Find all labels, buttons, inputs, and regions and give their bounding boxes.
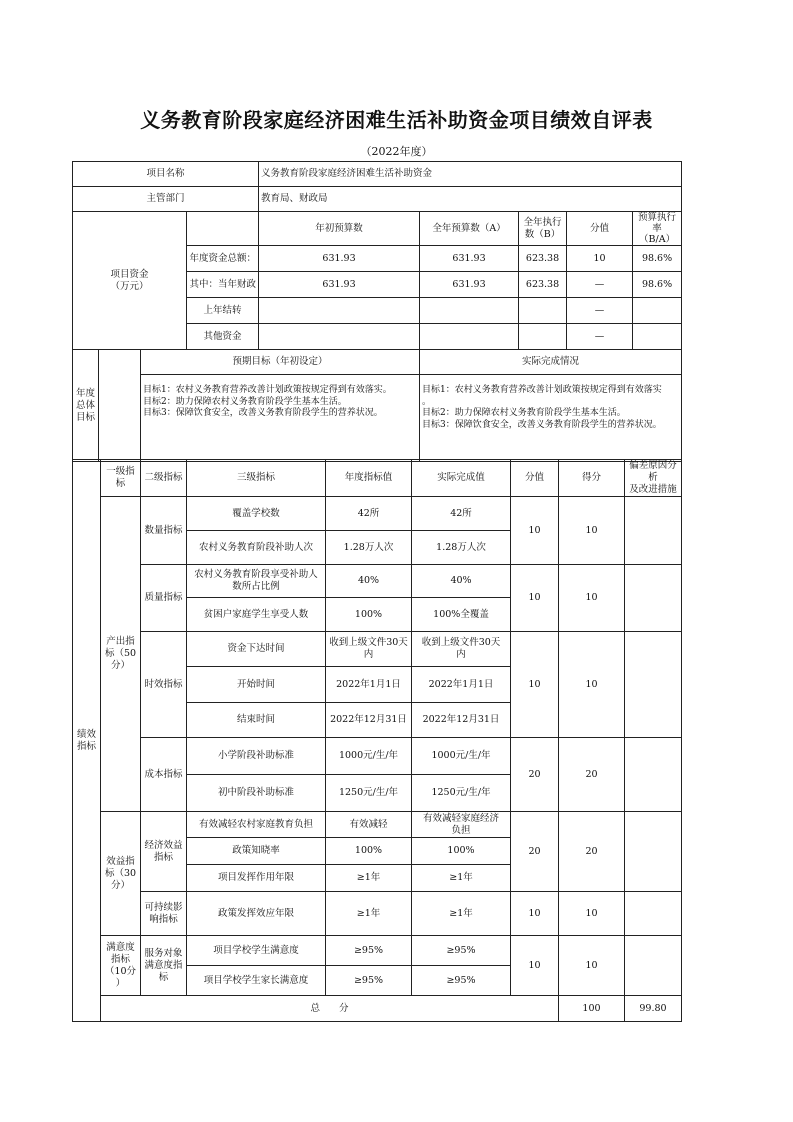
deviation-cell (625, 812, 682, 892)
perf-header: 年度指标值 (326, 460, 412, 497)
funds-header-blank (187, 212, 259, 246)
deviation-cell (625, 497, 682, 565)
indicator-target: 40% (326, 565, 412, 598)
indicator-name: 资金下达时间 (187, 632, 326, 667)
funds-cell (259, 298, 420, 324)
indicator-score: 20 (559, 812, 625, 892)
indicator-actual: 2022年1月1日 (412, 667, 511, 703)
indicator-target: ≥1年 (326, 865, 412, 892)
indicator-score: 10 (559, 892, 625, 936)
indicator-actual: 40% (412, 565, 511, 598)
indicator-actual: 100% (412, 838, 511, 865)
funds-cell (420, 298, 519, 324)
total-score: 99.80 (625, 996, 682, 1022)
project-name-value: 义务教育阶段家庭经济困难生活补助资金 (259, 162, 682, 187)
indicator-score-max: 10 (511, 497, 559, 565)
indicator-target: ≥95% (326, 966, 412, 996)
quality-label: 质量指标 (141, 565, 187, 632)
funds-cell (633, 324, 682, 350)
funds-row-label: 上年结转 (187, 298, 259, 324)
funds-cell: 623.38 (519, 246, 567, 272)
quantity-label: 数量指标 (141, 497, 187, 565)
indicator-target: 2022年1月1日 (326, 667, 412, 703)
performance-label: 绩效 指标 (73, 460, 101, 1022)
funds-cell (633, 298, 682, 324)
perf-header: 分值 (511, 460, 559, 497)
dept-label: 主管部门 (73, 187, 259, 212)
indicator-name: 初中阶段补助标准 (187, 775, 326, 812)
funds-cell: 98.6% (633, 246, 682, 272)
indicator-target: 100% (326, 598, 412, 632)
indicator-name: 有效减轻农村家庭教育负担 (187, 812, 326, 838)
benefit-label: 效益指 标（30 分） (101, 812, 141, 936)
funds-cell: 631.93 (259, 246, 420, 272)
funds-cell (519, 298, 567, 324)
indicator-actual: ≥1年 (412, 865, 511, 892)
indicator-target: 2022年12月31日 (326, 703, 412, 738)
indicator-score: 20 (559, 738, 625, 812)
indicator-target: ≥95% (326, 936, 412, 966)
page-title: 义务教育阶段家庭经济困难生活补助资金项目绩效自评表 (140, 108, 653, 132)
indicator-score: 10 (559, 565, 625, 632)
indicator-name: 项目发挥作用年限 (187, 865, 326, 892)
funds-cell: 10 (567, 246, 633, 272)
indicator-name: 覆盖学校数 (187, 497, 326, 531)
indicator-score-max: 10 (511, 892, 559, 936)
deviation-cell (625, 565, 682, 632)
total-label: 总 分 (101, 996, 559, 1022)
indicator-actual: ≥95% (412, 966, 511, 996)
funds-cell: 631.93 (259, 272, 420, 298)
funds-header: 全年执行数（B） (519, 212, 567, 246)
satisfaction-label: 满意度 指标 （10分 ） (101, 936, 141, 996)
indicator-actual: 1250元/生/年 (412, 775, 511, 812)
indicator-score-max: 20 (511, 738, 559, 812)
indicator-actual: 2022年12月31日 (412, 703, 511, 738)
indicator-name: 小学阶段补助标准 (187, 738, 326, 775)
output-label: 产出指 标（50 分） (101, 497, 141, 812)
indicator-name: 开始时间 (187, 667, 326, 703)
performance-table (72, 459, 682, 1022)
indicator-actual: 1000元/生/年 (412, 738, 511, 775)
funds-cell (259, 324, 420, 350)
deviation-cell (625, 936, 682, 996)
indicator-target: 有效减轻 (326, 812, 412, 838)
project-info-table (72, 161, 682, 462)
total-score-max: 100 (559, 996, 625, 1022)
indicator-actual: 有效减轻家庭经济 负担 (412, 812, 511, 838)
time-label: 时效指标 (141, 632, 187, 738)
sustain-label: 可持续影 响指标 (141, 892, 187, 936)
goals-actual-text: 目标1：农村义务教育营养改善计划政策按规定得到有效落实 。 目标2：助力保障农村义务教育阶段学生基本生活。 目标3：保障饮食安全，改善义务教育阶段学生的营养状况。 (420, 375, 682, 462)
indicator-score: 10 (559, 497, 625, 565)
indicator-name: 农村义务教育阶段补助人次 (187, 531, 326, 565)
funds-cell (420, 324, 519, 350)
funds-label: 项目资金 （万元） (73, 212, 187, 350)
indicator-name: 项目学校学生满意度 (187, 936, 326, 966)
annual-goals-label-text: 年度 总体 目标 (73, 350, 99, 461)
perf-header: 得分 (559, 460, 625, 497)
funds-header: 年初预算数 (259, 212, 420, 246)
service-label: 服务对象 满意度指 标 (141, 936, 187, 996)
goals-plan-header: 预期目标（年初设定） (141, 350, 420, 375)
goals-plan-text: 目标1：农村义务教育营养改善计划政策按规定得到有效落实。 目标2：助力保障农村义务教育阶段学生基本生活。 目标3：保障饮食安全，改善义务教育阶段学生的营养状况。 (141, 375, 420, 462)
indicator-actual: ≥1年 (412, 892, 511, 936)
annual-goals-label (73, 350, 141, 462)
indicator-target: 收到上级文件30天 内 (326, 632, 412, 667)
funds-cell: 631.93 (420, 272, 519, 298)
funds-cell: 631.93 (420, 246, 519, 272)
indicator-actual: 收到上级文件30天 内 (412, 632, 511, 667)
indicator-score: 10 (559, 936, 625, 996)
indicator-score-max: 10 (511, 565, 559, 632)
indicator-score-max: 10 (511, 632, 559, 738)
indicator-actual: 42所 (412, 497, 511, 531)
indicator-name: 农村义务教育阶段享受补助人 数所占比例 (187, 565, 326, 598)
funds-cell: — (567, 324, 633, 350)
funds-header: 全年预算数（A） (420, 212, 519, 246)
indicator-target: 1000元/生/年 (326, 738, 412, 775)
perf-header: 一级指 标 (101, 460, 141, 497)
funds-row-label: 其中：当年财政 (187, 272, 259, 298)
perf-header: 实际完成值 (412, 460, 511, 497)
indicator-actual: 100%全覆盖 (412, 598, 511, 632)
funds-cell (519, 324, 567, 350)
indicator-target: 42所 (326, 497, 412, 531)
indicator-score-max: 20 (511, 812, 559, 892)
dept-value: 教育局、财政局 (259, 187, 682, 212)
funds-cell: 623.38 (519, 272, 567, 298)
perf-header: 三级指标 (187, 460, 326, 497)
perf-header: 二级指标 (141, 460, 187, 497)
deviation-cell (625, 632, 682, 738)
funds-header: 预算执行率 （B/A） (633, 212, 682, 246)
indicator-actual: 1.28万人次 (412, 531, 511, 565)
deviation-cell (625, 738, 682, 812)
indicator-score-max: 10 (511, 936, 559, 996)
indicator-name: 项目学校学生家长满意度 (187, 966, 326, 996)
cost-label: 成本指标 (141, 738, 187, 812)
funds-row-label: 其他资金 (187, 324, 259, 350)
indicator-actual: ≥95% (412, 936, 511, 966)
goals-actual-header: 实际完成情况 (420, 350, 682, 375)
project-name-label: 项目名称 (73, 162, 259, 187)
indicator-name: 结束时间 (187, 703, 326, 738)
economic-label: 经济效益 指标 (141, 812, 187, 892)
indicator-target: 1250元/生/年 (326, 775, 412, 812)
funds-cell: — (567, 298, 633, 324)
year-label: （2022年度） (360, 145, 433, 158)
indicator-target: 100% (326, 838, 412, 865)
indicator-score: 10 (559, 632, 625, 738)
indicator-name: 贫困户家庭学生享受人数 (187, 598, 326, 632)
indicator-name: 政策知晓率 (187, 838, 326, 865)
indicator-target: 1.28万人次 (326, 531, 412, 565)
funds-row-label: 年度资金总额： (187, 246, 259, 272)
funds-cell: — (567, 272, 633, 298)
deviation-cell (625, 892, 682, 936)
funds-header: 分值 (567, 212, 633, 246)
funds-cell: 98.6% (633, 272, 682, 298)
indicator-name: 政策发挥效应年限 (187, 892, 326, 936)
indicator-target: ≥1年 (326, 892, 412, 936)
perf-header: 偏差原因分析 及改进措施 (625, 460, 682, 497)
